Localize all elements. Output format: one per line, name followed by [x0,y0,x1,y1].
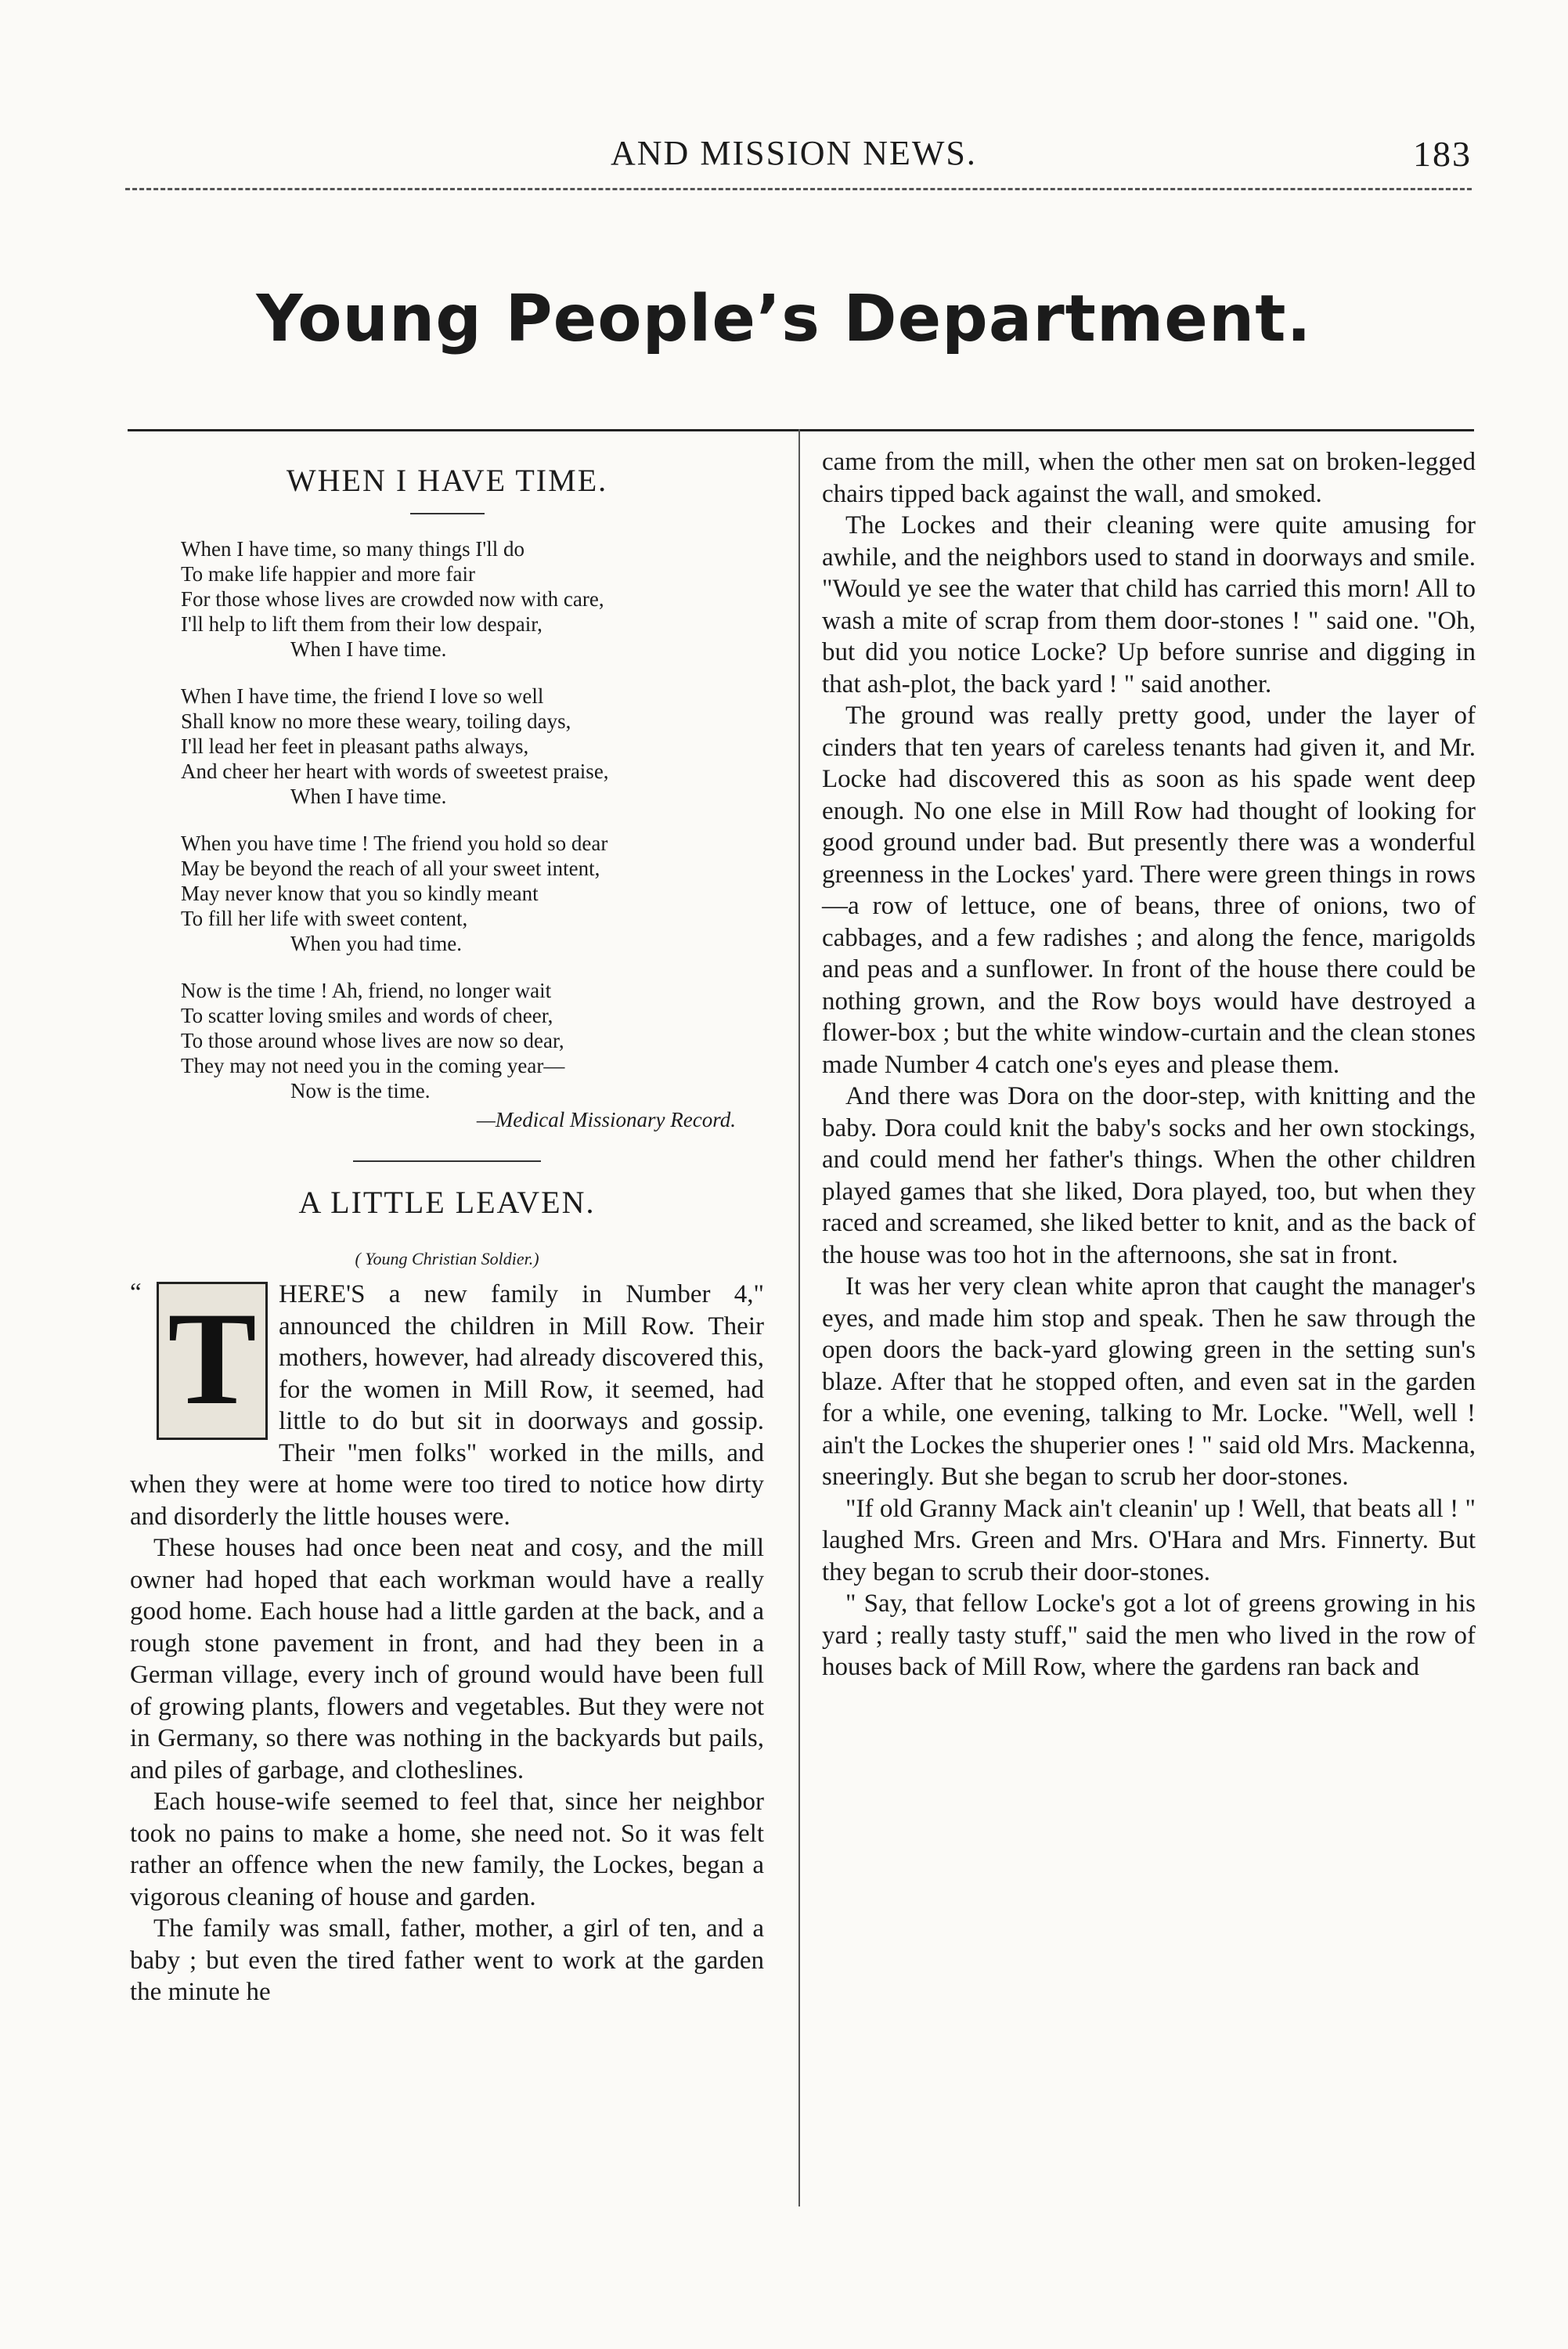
column-divider [798,429,800,2206]
poem-line: To fill her life with sweet content, [181,907,468,930]
running-head-title: AND MISSION NEWS. [611,134,977,172]
story-paragraph: "If old Granny Mack ain't cleanin' up ! Well, that beats all ! " laughed Mrs. Green and Mrs. O'Hara and Mrs. Finnerty. But they began to scrub their door-stones. [822,1494,1476,1586]
story-paragraph: It was her very clean white apron that caught the manager's eyes, and made him stop and speak. Then he saw through the open doors the back-yard glowing green in the setting sun's blaze. After that he stopped often, and even sat in the garden for a while, one evening, talking to Mr. Locke. "Well, well ! ain't the Lockes the shuperier ones ! " said old Mrs. Mackenna, sneeringly. But she began to scrub her door-stones. [822,1272,1476,1491]
poem-title: WHEN I HAVE TIME. [286,463,608,498]
story-paragraph: These houses had once been neat and cosy, and the mill owner had hoped that each workman would have a really good home. Each house had a little garden at the back, and a rough stone pavement in front, and had they been in a German village, every inch of ground would have been full of growing plants, flowers and vegetables. But they were not in Germany, so there was nothing in the backyards but pails, and piles of garbage, and clotheslines. [130,1534,764,1784]
department-title: Young People’s Department. [256,282,1312,356]
poem-line: Shall know no more these weary, toiling days, [181,709,571,733]
story-paragraph: " Say, that fellow Locke's got a lot of greens growing in his yard ; really tasty stuff," said the men who lived in the row of houses back of Mill Row, where the gardens ran back and [822,1589,1476,1681]
story-source: ( Young Christian Soldier.) [355,1249,539,1268]
poem-stanza [181,684,764,809]
poem-stanza [181,831,764,956]
poem-refrain: When you had time. [290,932,462,955]
header-rule [125,188,1472,190]
poem-line: I'll lead her feet in pleasant paths always, [181,734,529,758]
poem-refrain: Now is the time. [290,1079,431,1102]
poem-refrain: When I have time. [290,637,447,661]
poem-line: May be beyond the reach of all your sweet intent, [181,857,600,880]
poem-stanza [181,536,764,662]
left-column [130,446,764,2008]
section-rule [128,429,1474,431]
poem-line: May never know that you so kindly meant [181,882,539,905]
poem-attribution: —Medical Missionary Record. [476,1108,736,1131]
poem-line: I'll help to lift them from their low despair, [181,612,542,636]
poem-line: When I have time, so many things I'll do [181,537,525,561]
right-column [822,446,1476,1683]
poem-refrain: When I have time. [290,785,447,808]
poem-line: When you have time ! The friend you hold so dear [181,832,608,855]
poem-line: They may not need you in the coming year— [181,1054,565,1077]
story-paragraph: The Lockes and their cleaning were quite amusing for awhile, and the neighbors used to stand in doorways and smile. "Would ye see the water that child has carried this morn! All to wash a mite of scrap from them door-stones ! " said one. "Oh, but did you notice Locke? Up before sunrise and digging in that ash-plot, the back yard ! " said another. [822,511,1476,698]
story-paragraph: Each house-wife seemed to feel that, since her neighbor took no pains to make a home, she need not. So it was felt rather an offence when the new family, the Lockes, began a vigorous cleaning of house and garden. [130,1788,764,1911]
story-title: A LITTLE LEAVEN. [298,1185,596,1220]
opening-quote: “ [130,1279,142,1307]
story-paragraph: came from the mill, when the other men sat on broken-legged chairs tipped back against the wall, and smoked. [822,448,1476,508]
poem-line: Now is the time ! Ah, friend, no longer wait [181,979,552,1002]
poem-stanza [181,978,764,1103]
story-paragraph: The family was small, father, mother, a girl of ten, and a baby ; but even the tired father went to work at the garden the minute he [130,1914,764,2006]
story-paragraph: HERE'S a new family in Number 4," announced the children in Mill Row. Their mothers, however, had already discovered this, for the women in Mill Row, it seemed, had little to do but sit in doorways and gossip. Their "men folks" worked in the mills, and when they were at home were too tired to notice how dirty and disorderly the little houses were. [130,1280,764,1531]
poem-line: When I have time, the friend I love so well [181,684,544,708]
story-paragraph: The ground was really pretty good, under the layer of cinders that ten years of careless tenants had given it, and Mr. Locke had discovered this as soon as his spade went deep enough. No one else in Mill Row had thought of looking for good ground under bad. But presently there was a wonderful greenness in the Lockes' yard. There were green things in rows—a row of lettuce, one of beans, three of onions, two of cabbages, and a few radishes ; and along the fence, marigolds and peas and a sunflower. In front of the house there could be nothing grown, and the Row boys would have destroyed a flower-box ; but the white window-curtain and the clean stones made Number 4 catch one's eyes and please them. [822,702,1476,1079]
poem-line: To those around whose lives are now so dear, [181,1029,564,1052]
poem-line: To make life happier and more fair [181,562,475,586]
poem-line: To scatter loving smiles and words of cheer, [181,1004,553,1027]
drop-cap-letter: T [157,1282,268,1440]
poem-line: And cheer her heart with words of sweetest praise, [181,760,609,783]
story-paragraph: And there was Dora on the door-step, with knitting and the baby. Dora could knit the baby's socks and her own stockings, and could mend her father's things. When the other children played games that she liked, Dora played, too, but when they raced and screamed, she liked better to knit, and as the back of the house was too hot in the afternoons, she sat in front. [822,1082,1476,1269]
story-separator-rule [353,1160,541,1162]
story-opening [130,1279,764,1532]
page-number: 183 [1413,134,1472,174]
poem-line: For those whose lives are crowded now with care, [181,587,604,611]
poem-title-rule [410,513,485,514]
